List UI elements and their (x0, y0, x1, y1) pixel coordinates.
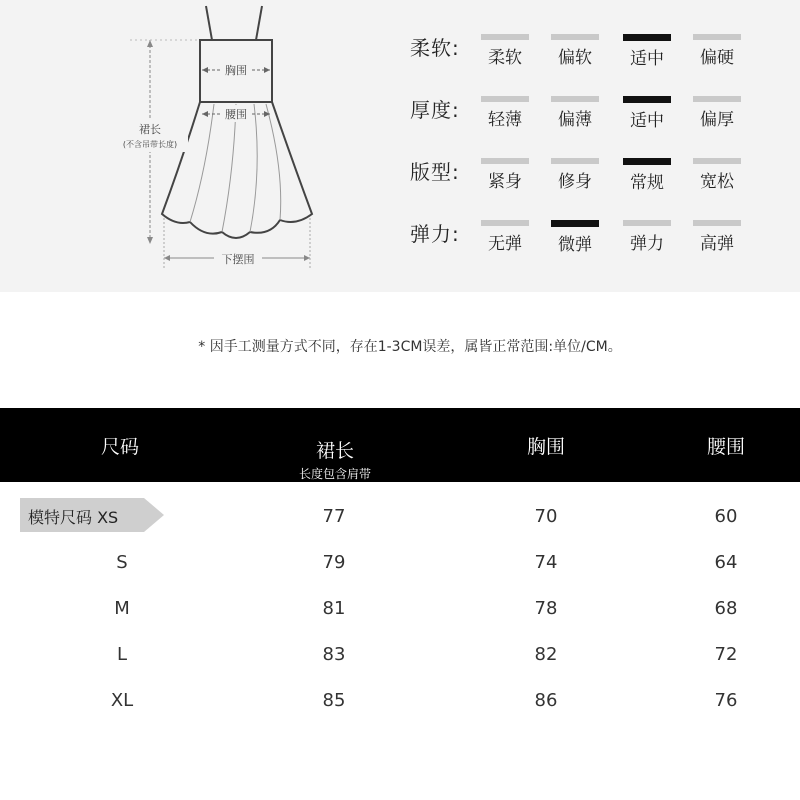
selected-indicator (623, 158, 671, 165)
option-label: 偏厚 (700, 110, 734, 130)
cell-chest: 86 (534, 690, 558, 711)
cell-length: 85 (322, 690, 346, 711)
header-size: 尺码 (100, 436, 139, 458)
attribute-option (682, 96, 752, 130)
cell-size: M (114, 598, 130, 619)
cell-waist: 72 (714, 644, 738, 665)
fabric-attributes (400, 22, 800, 270)
option-indicator (481, 220, 529, 226)
header-length: 裙长 长度包含肩带 (280, 436, 390, 482)
length-note: (不含吊带长度) (122, 140, 178, 149)
option-label: 修身 (558, 172, 592, 192)
option-label: 常规 (630, 173, 664, 193)
attribute-option (612, 158, 682, 193)
attribute-label: 厚度: (410, 98, 460, 122)
option-label: 弹力 (630, 234, 664, 254)
attribute-option (612, 34, 682, 69)
cell-waist: 68 (714, 598, 738, 619)
option-label: 柔软 (488, 48, 522, 68)
option-indicator (693, 96, 741, 102)
option-label: 适中 (630, 111, 664, 131)
option-indicator (551, 34, 599, 40)
option-label: 微弹 (558, 235, 592, 255)
attribute-option (470, 158, 540, 192)
option-indicator (481, 34, 529, 40)
option-label: 紧身 (488, 172, 522, 192)
attribute-option (540, 220, 610, 255)
option-label: 适中 (630, 49, 664, 69)
attribute-row (400, 208, 800, 270)
attribute-label: 柔软: (410, 36, 460, 60)
attribute-option (540, 34, 610, 68)
chest-label: 胸围 (225, 64, 247, 77)
header-waist: 腰围 (706, 436, 745, 458)
option-indicator (623, 220, 671, 226)
measurement-note: * 因手工测量方式不同，存在1-3CM误差，属皆正常范围:单位/CM。 (198, 339, 622, 355)
option-label: 偏薄 (558, 110, 592, 130)
option-label: 高弹 (700, 234, 734, 254)
option-indicator (693, 220, 741, 226)
table-row (0, 586, 800, 632)
size-table-body (0, 494, 800, 724)
selected-indicator (623, 34, 671, 41)
table-row (0, 632, 800, 678)
table-row (0, 678, 800, 724)
cell-length: 83 (322, 644, 346, 665)
cell-chest: 82 (534, 644, 558, 665)
model-size-label: 模特尺码 XS (28, 508, 119, 527)
attribute-option (682, 158, 752, 192)
hem-label: 下摆围 (221, 253, 255, 266)
option-label: 偏软 (558, 48, 592, 68)
cell-chest: 70 (534, 506, 558, 527)
waist-label: 腰围 (225, 108, 247, 121)
attribute-option (470, 34, 540, 68)
length-label: 裙长 (139, 123, 161, 136)
cell-chest: 74 (534, 552, 558, 573)
option-indicator (693, 34, 741, 40)
model-size-tag (20, 498, 164, 532)
cell-chest: 78 (534, 598, 558, 619)
cell-length: 81 (322, 598, 346, 619)
selected-indicator (551, 220, 599, 227)
dress-diagram (0, 0, 380, 292)
dress-illustration (0, 0, 380, 292)
selected-indicator (623, 96, 671, 103)
table-row (0, 540, 800, 586)
header-chest: 胸围 (526, 436, 565, 458)
size-table-header (0, 408, 800, 482)
option-indicator (551, 158, 599, 164)
cell-size: L (116, 644, 128, 665)
option-indicator (481, 96, 529, 102)
cell-length: 77 (322, 506, 346, 527)
header-length-sub: 长度包含肩带 (298, 467, 371, 481)
attribute-option (540, 158, 610, 192)
table-row (0, 494, 800, 540)
cell-waist: 60 (714, 506, 738, 527)
cell-size: XL (110, 690, 134, 711)
option-indicator (481, 158, 529, 164)
attribute-row (400, 84, 800, 146)
cell-waist: 64 (714, 552, 738, 573)
option-label: 无弹 (488, 234, 522, 254)
attribute-option (612, 220, 682, 254)
cell-waist: 76 (714, 690, 738, 711)
option-indicator (551, 96, 599, 102)
top-panel (0, 0, 800, 292)
option-label: 偏硬 (700, 48, 734, 68)
attribute-label: 版型: (410, 160, 460, 184)
attribute-option (470, 220, 540, 254)
attribute-row (400, 22, 800, 84)
cell-size: S (116, 552, 128, 573)
attribute-option (470, 96, 540, 130)
attribute-row (400, 146, 800, 208)
option-label: 宽松 (700, 172, 734, 192)
option-label: 轻薄 (488, 110, 522, 130)
cell-length: 79 (322, 552, 346, 573)
option-indicator (693, 158, 741, 164)
attribute-option (612, 96, 682, 131)
attribute-option (682, 34, 752, 68)
attribute-label: 弹力: (410, 222, 460, 246)
attribute-option (540, 96, 610, 130)
attribute-option (682, 220, 752, 254)
